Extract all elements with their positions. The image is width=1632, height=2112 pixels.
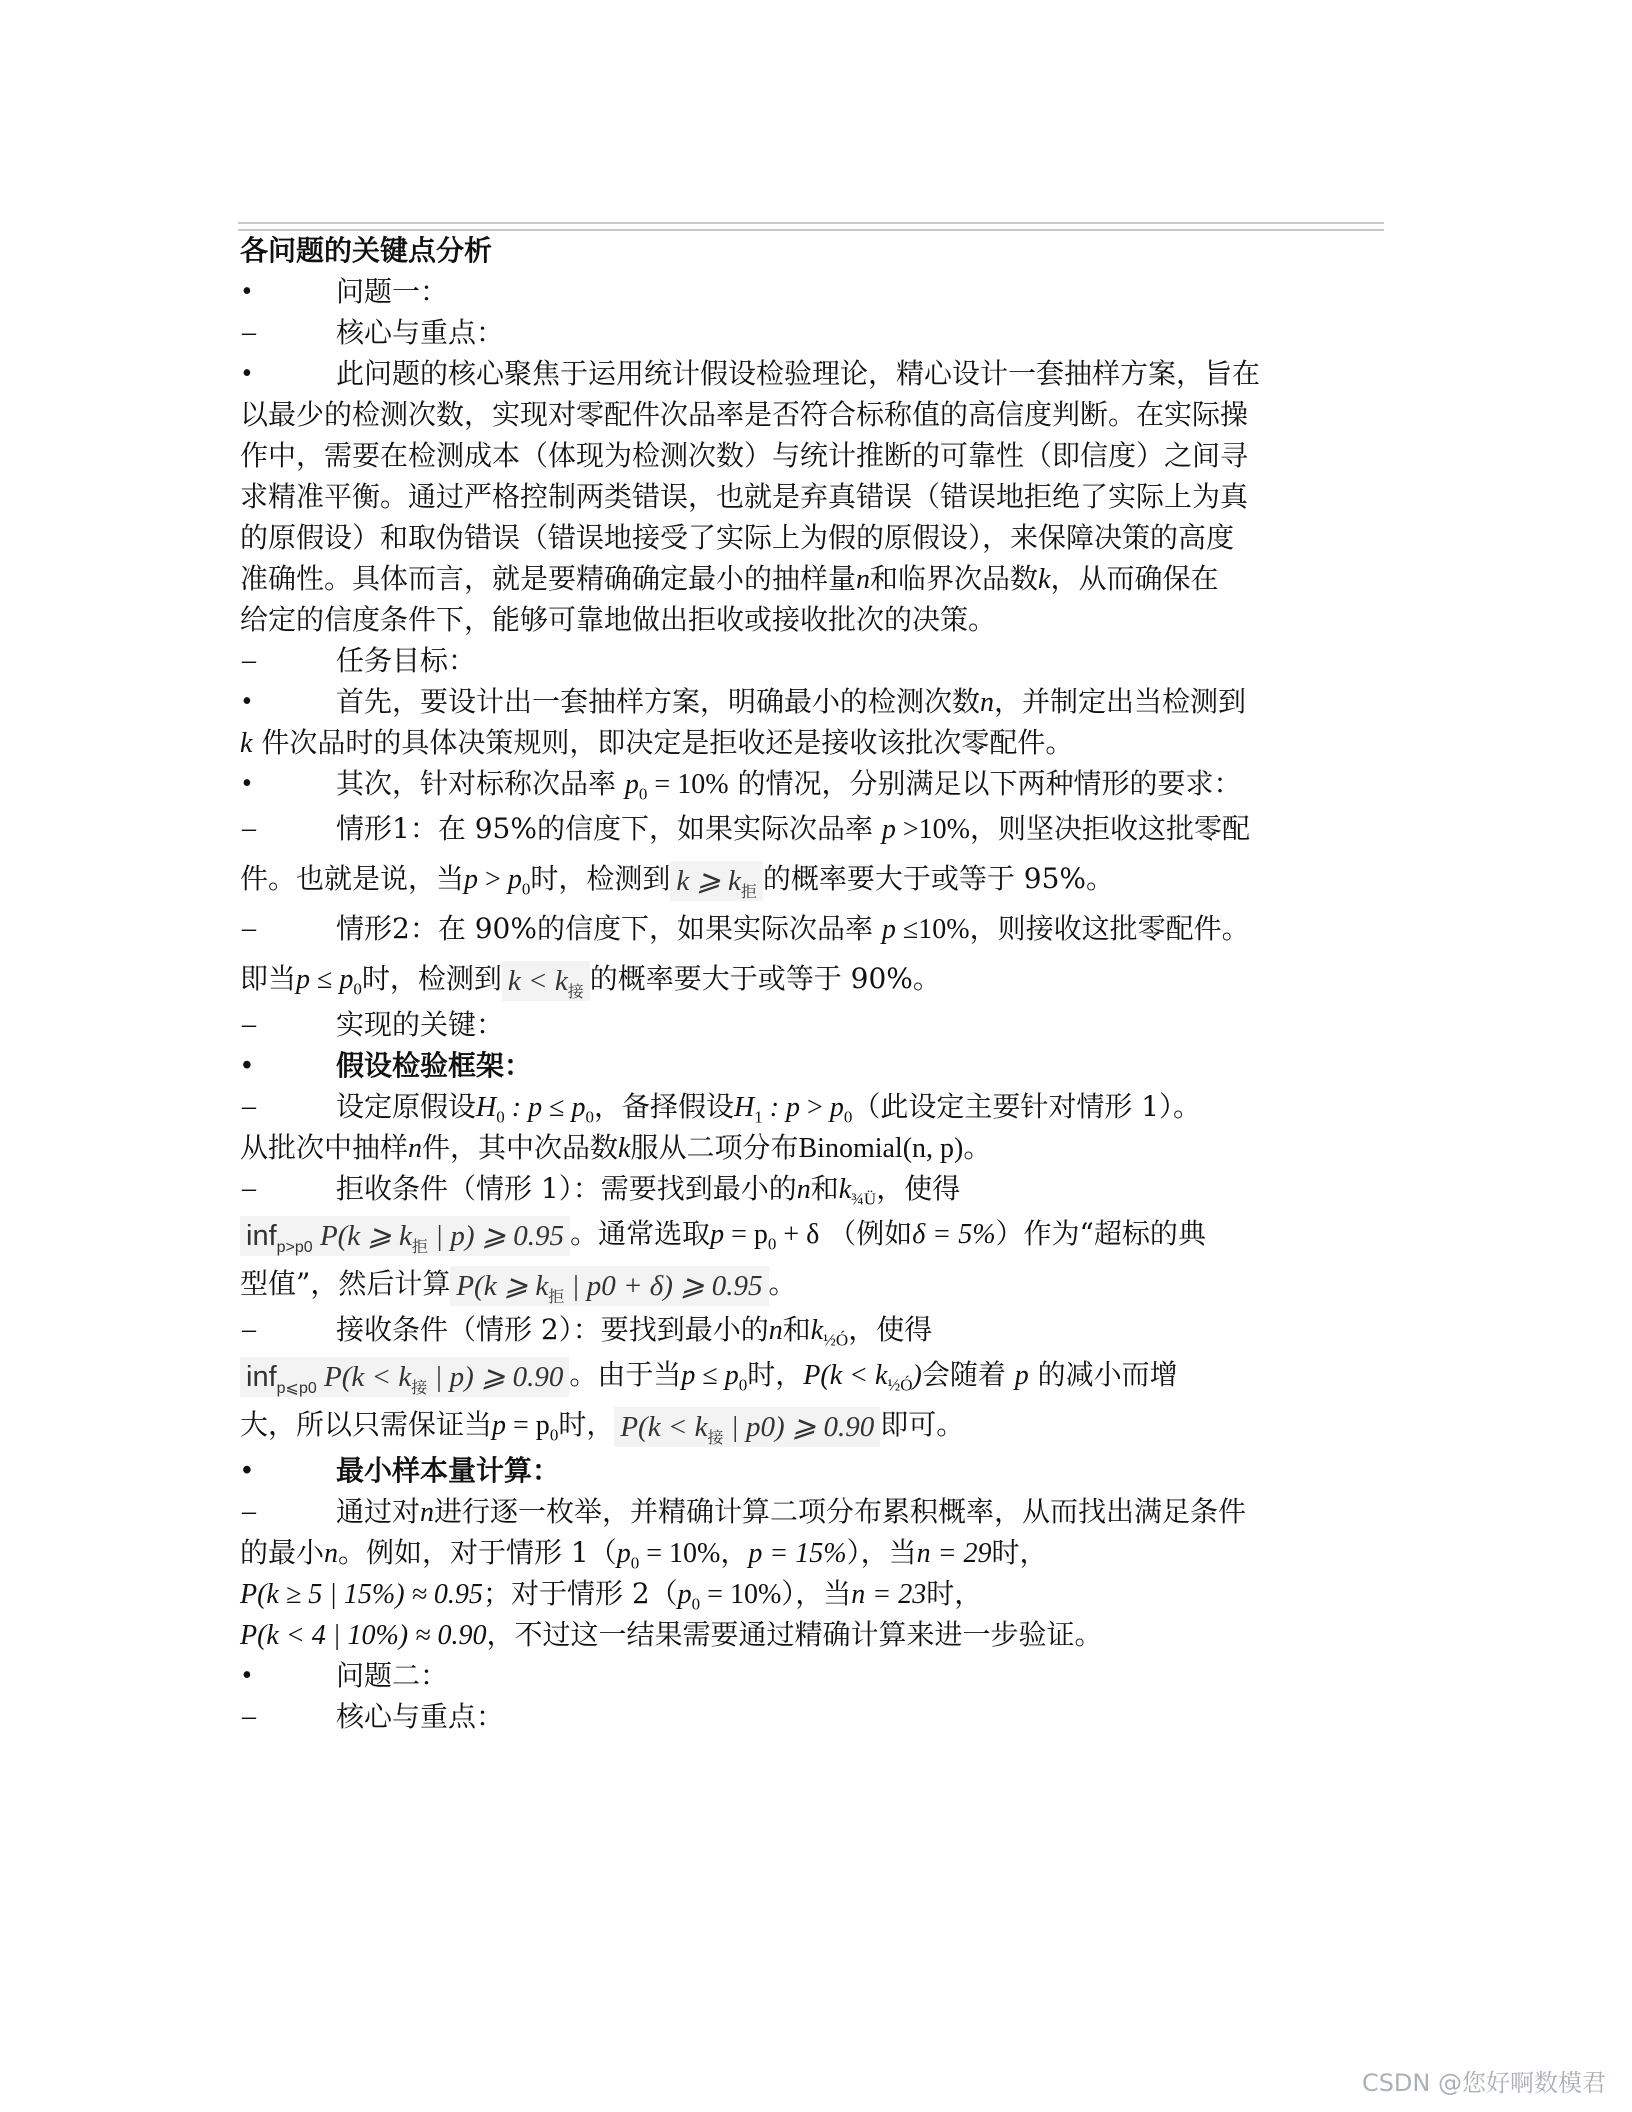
text-line: P(k < 4 | 10%) ≈ 0.90，不过这一结果需要通过精确计算来进一步验证。 <box>240 1618 1103 1651</box>
page-title: 各问题的关键点分析 <box>240 234 493 267</box>
paragraph-case2: – 情形2：在 90%的信度下，如果实际次品率 p ≤10%，则接收这批零配件。 <box>240 904 1386 954</box>
text-line: inf$_{p⩽p0}$ $P(k < k_接$ | p) ⩾ 0.90 。由于当$p \le p_0$时，$P(k < k_{\frac{1}{2}Ó})$会随着 p 的减小而增 <box>240 1350 1386 1400</box>
paragraph-core: • 此问题的核心聚焦于运用统计假设检验理论，精心设计一套抽样方案，旨在 <box>240 353 1386 394</box>
list-item-key: – 实现的关键： <box>240 1004 1386 1045</box>
bullet-icon: • <box>242 276 252 307</box>
list-item-hypothesis: • 假设检验框架： <box>240 1045 1386 1086</box>
bullet-icon: • <box>242 1050 252 1081</box>
dash-icon: – <box>242 1091 256 1122</box>
paragraph-reject: – 拒收条件（情形 1）：需要找到最小的n和$k_{\frac{3}{4}Ü}$，使得 <box>240 1168 1386 1209</box>
text-line: inf$_{p>p0}$ P(k ⩾ $k_拒$ | p) ⩾ 0.95 。通常选取$p = p_0 + \delta$ （例如δ = 5%）作为“超标的典 <box>240 1209 1386 1259</box>
formula-image: k ⩾ $k_拒$ <box>670 861 763 901</box>
formula-image: inf$_{p>p0}$ P(k ⩾ $k_拒$ | p) ⩾ 0.95 <box>240 1216 570 1256</box>
text-line: k 件次品时的具体决策规则，即决定是拒收还是接收该批次零配件。 <box>240 726 1074 759</box>
watermark: CSDN @您好啊数模君 <box>1361 2069 1606 2097</box>
list-item-q2: • 问题二： <box>240 1655 1386 1696</box>
dash-icon: – <box>242 1314 256 1345</box>
paragraph-case1: – 情形1：在 95%的信度下，如果实际次品率 p >10%，则坚决拒收这批零配 <box>240 804 1386 854</box>
paragraph-task1: • 首先，要设计出一套抽样方案，明确最小的检测次数n，并制定出当检测到 <box>240 681 1386 722</box>
dash-icon: – <box>242 645 256 676</box>
dash-icon: – <box>242 1701 256 1732</box>
bullet-icon: • <box>242 1455 252 1486</box>
dash-icon: – <box>242 1173 256 1204</box>
dash-icon: – <box>242 317 256 348</box>
bullet-icon: • <box>242 358 252 389</box>
formula-image: $P(k < k_接$ | p0) ⩾ 0.90 <box>614 1407 880 1447</box>
formula-image: P(k ⩾ $k_拒$ | p0 + δ) ⩾ 0.95 <box>450 1266 768 1306</box>
dash-icon: – <box>242 1009 256 1040</box>
text-line: 大，所以只需保证当$p = p_0$时， $P(k < k_接$ | p0) ⩾ 0.90 即可。 <box>240 1408 965 1447</box>
dash-icon: – <box>242 813 256 844</box>
text-line: 的最小n。例如，对于情形 $1(p_0 = 10\%$，p = 15%），当n = 29时， <box>240 1536 1048 1573</box>
text-line: 求精准平衡。通过严格控制两类错误，也就是弃真错误（错误地拒绝了实际上为真 <box>240 480 1249 513</box>
bullet-icon: • <box>242 1660 252 1691</box>
text-line: 即当$p \le p_0$时，检测到 $k < k_接$ 的概率要大于或等于 90%。 <box>240 962 941 1001</box>
paragraph-hypothesis: – 设定原假设$H_0$ : $p \le p_0$，备择假设$H_1$ : $p > p_0$（此设定主要针对情形 1）。 <box>240 1086 1386 1127</box>
list-item-task: – 任务目标： <box>240 640 1386 681</box>
text-line: 给定的信度条件下，能够可靠地做出拒收或接收批次的决策。 <box>240 603 997 636</box>
text-line: 以最少的检测次数，实现对零配件次品率是否符合标称值的高信度判断。在实际操 <box>240 398 1249 431</box>
formula-image: inf$_{p⩽p0}$ $P(k < k_接$ | p) ⩾ 0.90 <box>240 1357 569 1397</box>
dash-icon: – <box>242 913 256 944</box>
paragraph-task2: • 其次，针对标称次品率 $p_0 = 10\%$ 的情况，分别满足以下两种情形的要求： <box>240 763 1386 804</box>
paragraph-min-sample: – 通过对n进行逐一枚举，并精确计算二项分布累积概率，从而找出满足条件 <box>240 1491 1386 1532</box>
formula-image: $k < k_接$ <box>502 961 590 1001</box>
text-line: 作中，需要在检测成本（体现为检测次数）与统计推断的可靠性（即信度）之间寻 <box>240 439 1249 472</box>
text-line: 的原假设）和取伪错误（错误地接受了实际上为假的原假设），来保障决策的高度 <box>240 521 1235 554</box>
text-line: 准确性。具体而言，就是要精确确定最小的抽样量n和临界次品数k，从而确保在 <box>240 562 1219 595</box>
text-line: 从批次中抽样n件，其中次品数k服从二项分布Binomial(n, p)。 <box>240 1131 992 1164</box>
document-body <box>240 230 1386 1737</box>
list-item-core: – 核心与重点： <box>240 312 1386 353</box>
bullet-icon: • <box>242 686 252 717</box>
text-line: P(k ≥ 5 | 15%) ≈ 0.95；对于情形 $2(p_0 = 10\%)$，当n = 23时， <box>240 1577 983 1614</box>
list-item-core2: – 核心与重点： <box>240 1696 1386 1737</box>
text-line: 件。也就是说，当$p > p_0$时，检测到 k ⩾ $k_拒$ 的概率要大于或等于 95%。 <box>240 862 1115 901</box>
text-line: 型值”，然后计算 P(k ⩾ $k_拒$ | p0 + δ) ⩾ 0.95 。 <box>240 1267 797 1306</box>
bullet-icon: • <box>242 768 252 799</box>
paragraph-accept: – 接收条件（情形 2）：要找到最小的n和$k_{\frac{1}{2}Ó}$，使得 <box>240 1309 1386 1350</box>
list-item-q1: • 问题一： <box>240 271 1386 312</box>
dash-icon: – <box>242 1496 256 1527</box>
list-item-min-sample: • 最小样本量计算： <box>240 1450 1386 1491</box>
